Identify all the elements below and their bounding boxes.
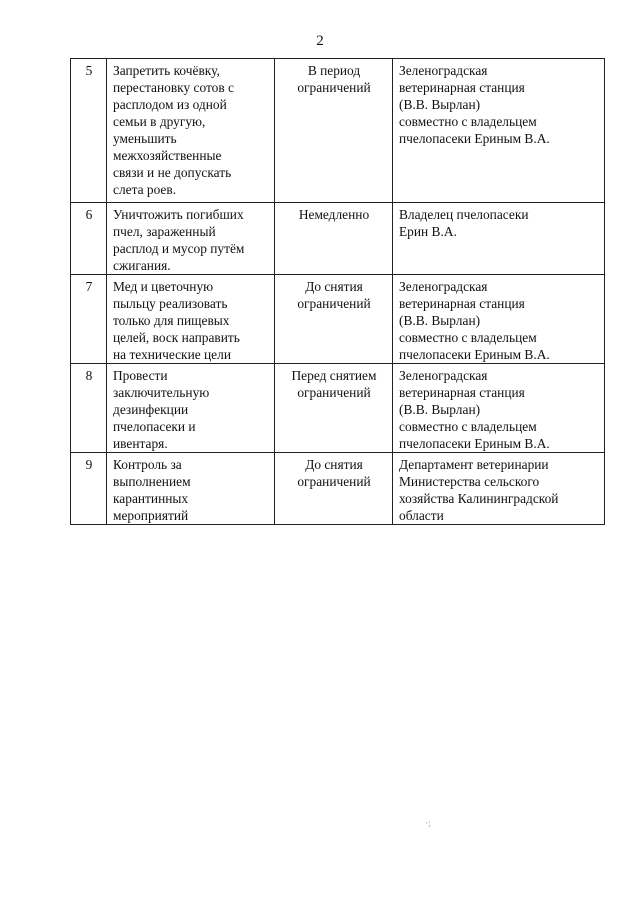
term-cell: Немедленно [275,203,393,275]
measure-cell: Провести заключительную дезинфекции пчелопасеки и ивентаря. [107,364,275,453]
term-cell: В период ограничений [275,59,393,203]
measures-table [70,58,605,525]
responsible-cell: Владелец пчелопасеки Ерин В.А. [393,203,605,275]
table-row [71,203,605,275]
table-row [71,59,605,203]
table-row [71,275,605,364]
table-row [71,364,605,453]
row-number: 5 [71,59,107,203]
term-cell: Перед снятием ограничений [275,364,393,453]
table-row [71,453,605,525]
responsible-cell: Департамент ветеринарии Министерства сельского хозяйства Калининградской области [393,453,605,525]
measure-cell: Контроль за выполнением карантинных мероприятий [107,453,275,525]
row-number: 7 [71,275,107,364]
measure-cell: Уничтожить погибших пчел, зараженный расплод и мусор путём сжигания. [107,203,275,275]
measure-cell: Мед и цветочную пыльцу реализовать только для пищевых целей, воск направить на технические цели [107,275,275,364]
row-number: 9 [71,453,107,525]
scan-mark: ·; [425,818,431,828]
row-number: 8 [71,364,107,453]
page-number: 2 [316,33,324,49]
row-number: 6 [71,203,107,275]
term-cell: До снятия ограничений [275,275,393,364]
responsible-cell: Зеленоградская ветеринарная станция (В.В. Вырлан) совместно с владельцем пчелопасеки Ериным В.А. [393,275,605,364]
term-cell: До снятия ограничений [275,453,393,525]
responsible-cell: Зеленоградская ветеринарная станция (В.В. Вырлан) совместно с владельцем пчелопасеки Ериным В.А. [393,59,605,203]
measure-cell: Запретить кочёвку, перестановку сотов с расплодом из одной семьи в другую, уменьшить межхозяйственные связи и не допускать слета роев. [107,59,275,203]
responsible-cell: Зеленоградская ветеринарная станция (В.В. Вырлан) совместно с владельцем пчелопасеки Ериным В.А. [393,364,605,453]
